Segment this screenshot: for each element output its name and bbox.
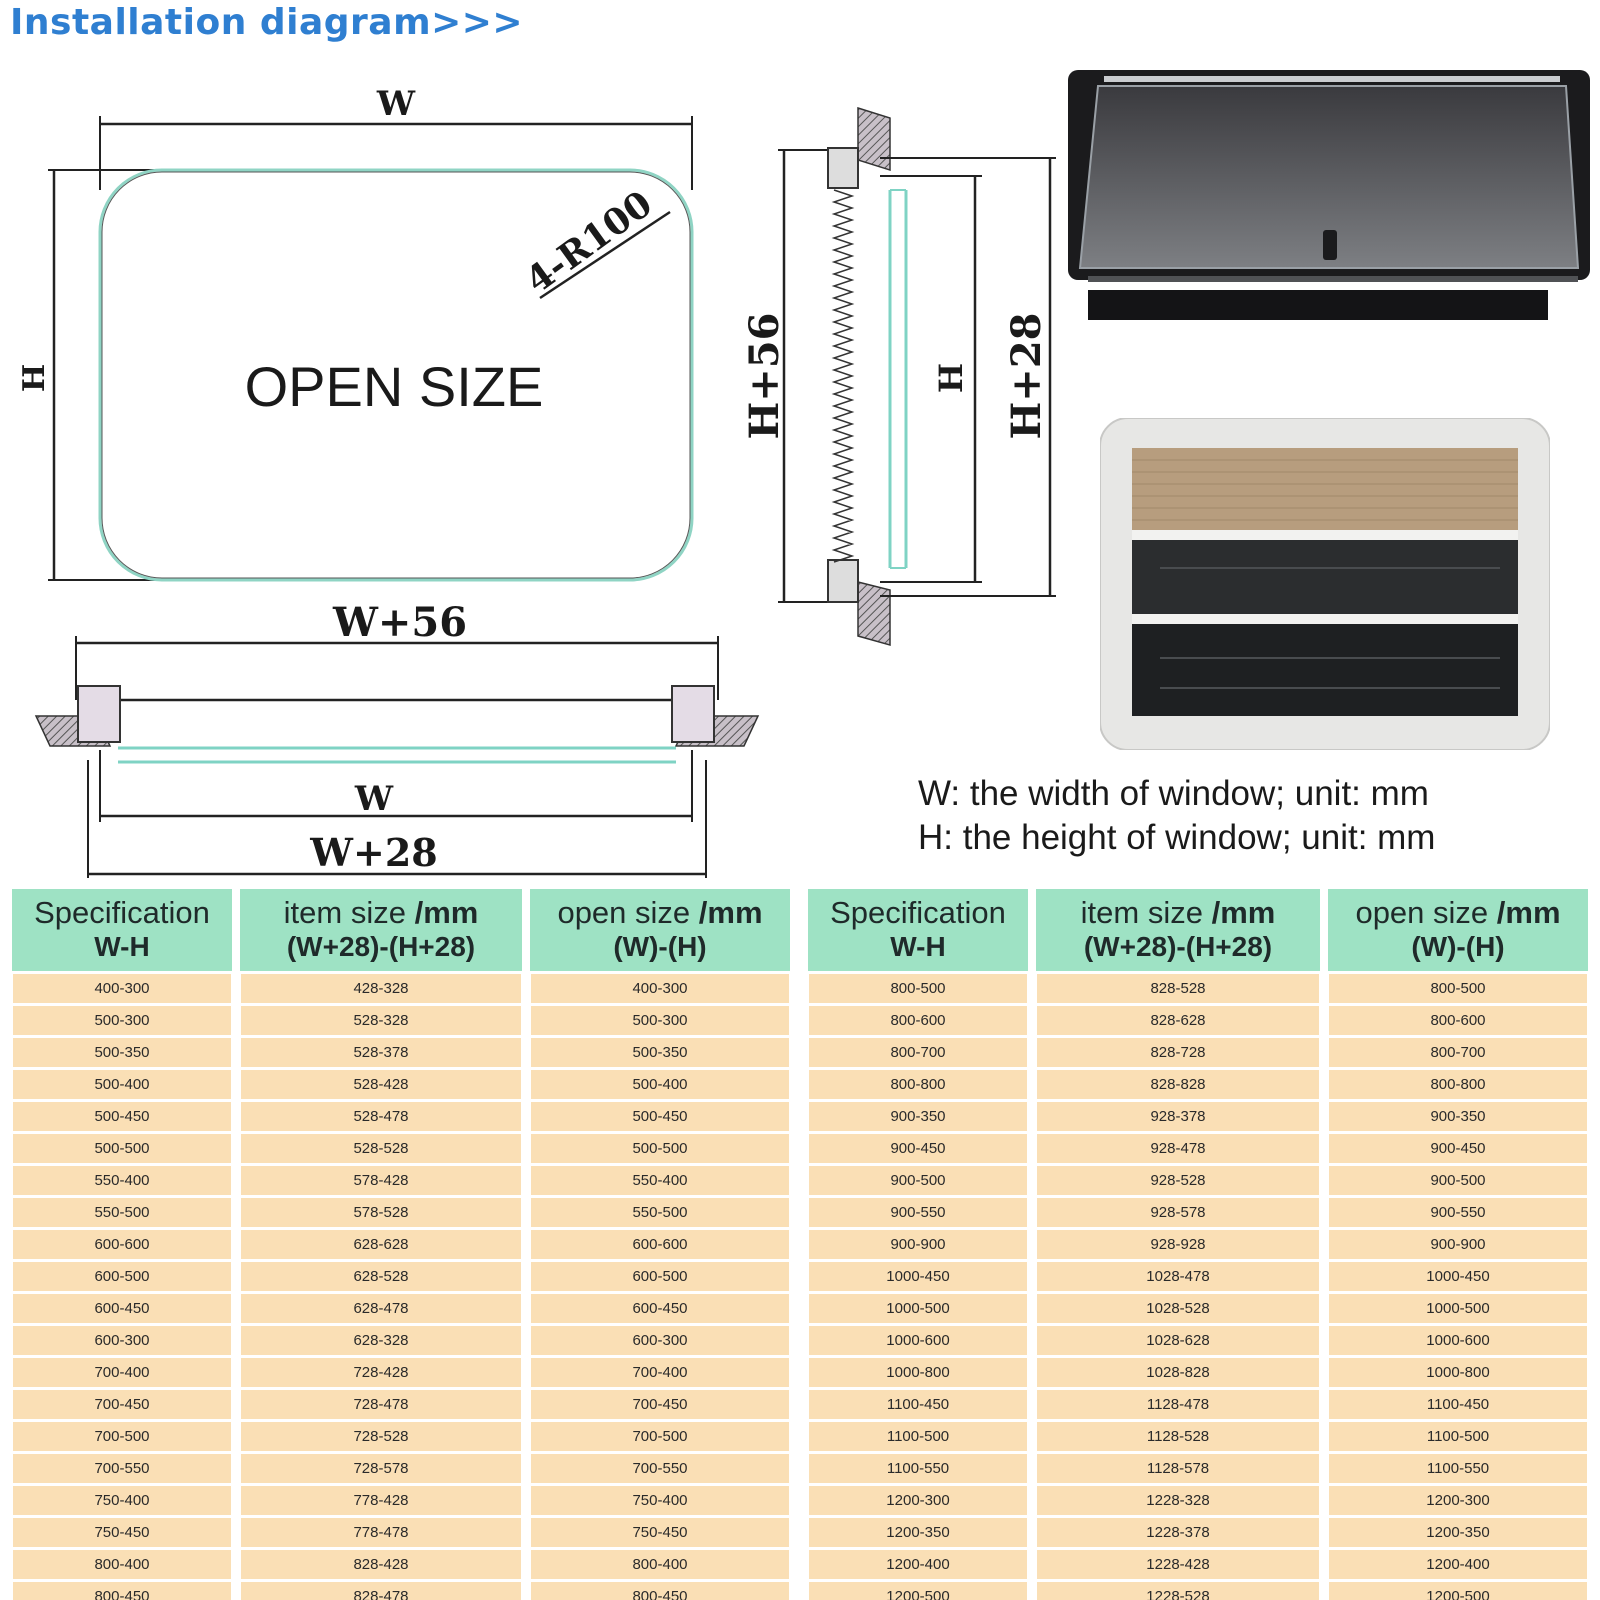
table-row: [804, 1294, 1592, 1323]
open-size-label: OPEN SIZE: [244, 355, 544, 418]
item-size-cell: 728-578: [236, 1454, 526, 1483]
spec-cell: 500-400: [8, 1070, 236, 1099]
spec-cell: 1200-350: [804, 1518, 1032, 1547]
open-size-cell: 400-300: [526, 974, 794, 1003]
item-size-cell: 1228-428: [1032, 1550, 1324, 1579]
bottom-w-label: W: [354, 779, 394, 819]
open-size-cell: 1000-450: [1324, 1262, 1592, 1291]
open-size-cell: 800-450: [526, 1582, 794, 1600]
spec-cell: 1200-300: [804, 1486, 1032, 1515]
spec-cell: 900-900: [804, 1230, 1032, 1259]
header-specification: Specification W-H: [8, 889, 236, 971]
table-row: [804, 1262, 1592, 1291]
item-size-cell: 778-428: [236, 1486, 526, 1515]
item-size-cell: 1028-478: [1032, 1262, 1324, 1291]
table-row: [804, 1006, 1592, 1035]
header-specification: Specification W-H: [804, 889, 1032, 971]
item-size-cell: 1028-828: [1032, 1358, 1324, 1387]
item-size-cell: 828-728: [1032, 1038, 1324, 1067]
spec-cell: 900-550: [804, 1198, 1032, 1227]
item-size-cell: 528-528: [236, 1134, 526, 1163]
open-size-cell: 1200-500: [1324, 1582, 1592, 1600]
table-row: [804, 1550, 1592, 1579]
w28-label: W+28: [310, 830, 438, 875]
spec-cell: 1000-600: [804, 1326, 1032, 1355]
table-row: [804, 1390, 1592, 1419]
front-h-label: H: [17, 363, 52, 393]
spec-cell: 1100-450: [804, 1390, 1032, 1419]
open-size-cell: 800-700: [1324, 1038, 1592, 1067]
spec-cell: 700-400: [8, 1358, 236, 1387]
open-size-cell: 700-400: [526, 1358, 794, 1387]
open-size-cell: 500-300: [526, 1006, 794, 1035]
open-size-cell: 600-300: [526, 1326, 794, 1355]
item-size-cell: 928-528: [1032, 1166, 1324, 1195]
table-row: [804, 1454, 1592, 1483]
open-size-cell: 900-450: [1324, 1134, 1592, 1163]
table-row: [8, 1166, 794, 1195]
table-row: [8, 1454, 794, 1483]
spec-cell: 600-600: [8, 1230, 236, 1259]
item-size-cell: 528-428: [236, 1070, 526, 1099]
spec-cell: 1100-550: [804, 1454, 1032, 1483]
item-size-cell: 528-378: [236, 1038, 526, 1067]
table-row: [8, 1198, 794, 1227]
spec-cell: 800-450: [8, 1582, 236, 1600]
open-size-cell: 500-500: [526, 1134, 794, 1163]
open-size-cell: 1000-800: [1324, 1358, 1592, 1387]
table-row: [804, 1198, 1592, 1227]
dimension-legend: [918, 772, 1435, 860]
table-row: [804, 1358, 1592, 1387]
open-size-cell: 700-550: [526, 1454, 794, 1483]
table-row: [8, 1134, 794, 1163]
open-size-cell: 1200-300: [1324, 1486, 1592, 1515]
open-size-cell: 550-400: [526, 1166, 794, 1195]
table-row: [8, 1102, 794, 1131]
spec-table-left: [8, 886, 794, 1600]
item-size-cell: 1128-478: [1032, 1390, 1324, 1419]
table-row: [8, 1326, 794, 1355]
spec-cell: 500-450: [8, 1102, 236, 1131]
item-size-cell: 828-628: [1032, 1006, 1324, 1035]
item-size-cell: 928-378: [1032, 1102, 1324, 1131]
open-size-cell: 900-350: [1324, 1102, 1592, 1131]
legend-height-line: H: the height of window; unit: mm: [918, 818, 1436, 857]
spec-cell: 550-500: [8, 1198, 236, 1227]
open-size-cell: 500-350: [526, 1038, 794, 1067]
item-size-cell: 578-528: [236, 1198, 526, 1227]
item-size-cell: 828-828: [1032, 1070, 1324, 1099]
spec-cell: 800-700: [804, 1038, 1032, 1067]
spec-table-right: [804, 886, 1592, 1600]
open-size-cell: 700-450: [526, 1390, 794, 1419]
spec-cell: 800-400: [8, 1550, 236, 1579]
table-row: [804, 1102, 1592, 1131]
spec-cell: 700-550: [8, 1454, 236, 1483]
item-size-cell: 528-478: [236, 1102, 526, 1131]
open-size-cell: 900-900: [1324, 1230, 1592, 1259]
open-size-cell: 900-500: [1324, 1166, 1592, 1195]
w56-label: W+56: [332, 599, 468, 646]
item-size-cell: 628-628: [236, 1230, 526, 1259]
open-size-cell: 800-600: [1324, 1006, 1592, 1035]
open-size-cell: 800-800: [1324, 1070, 1592, 1099]
item-size-cell: 928-478: [1032, 1134, 1324, 1163]
h56-label: H+56: [741, 312, 788, 440]
spec-cell: 900-500: [804, 1166, 1032, 1195]
open-size-cell: 750-400: [526, 1486, 794, 1515]
item-size-cell: 428-328: [236, 974, 526, 1003]
spec-cell: 1200-500: [804, 1582, 1032, 1600]
item-size-cell: 628-528: [236, 1262, 526, 1291]
spec-cell: 400-300: [8, 974, 236, 1003]
spec-cell: 600-300: [8, 1326, 236, 1355]
open-size-cell: 1200-350: [1324, 1518, 1592, 1547]
table-row: [8, 1358, 794, 1387]
spec-cell: 800-600: [804, 1006, 1032, 1035]
spec-cell: 800-500: [804, 974, 1032, 1003]
spec-cell: 1000-800: [804, 1358, 1032, 1387]
open-size-cell: 800-400: [526, 1550, 794, 1579]
item-size-cell: 828-478: [236, 1582, 526, 1600]
spec-cell: 500-350: [8, 1038, 236, 1067]
table-row: [8, 1422, 794, 1451]
item-size-cell: 1228-328: [1032, 1486, 1324, 1515]
spec-cell: 500-300: [8, 1006, 236, 1035]
table-row: [804, 974, 1592, 1003]
spec-cell: 1200-400: [804, 1550, 1032, 1579]
spec-cell: 900-450: [804, 1134, 1032, 1163]
header-open-size: open size /mm (W)-(H): [526, 889, 794, 971]
open-size-cell: 600-450: [526, 1294, 794, 1323]
table-row: [8, 1550, 794, 1579]
item-size-cell: 1028-528: [1032, 1294, 1324, 1323]
item-size-cell: 1228-378: [1032, 1518, 1324, 1547]
spec-cell: 1000-500: [804, 1294, 1032, 1323]
table-row: [804, 1422, 1592, 1451]
open-size-cell: 1200-400: [1324, 1550, 1592, 1579]
item-size-cell: 528-328: [236, 1006, 526, 1035]
spec-cell: 550-400: [8, 1166, 236, 1195]
table-row: [804, 1486, 1592, 1515]
open-size-cell: 500-400: [526, 1070, 794, 1099]
open-size-cell: 1100-500: [1324, 1422, 1592, 1451]
table-row: [8, 1230, 794, 1259]
open-size-cell: 800-500: [1324, 974, 1592, 1003]
item-size-cell: 728-528: [236, 1422, 526, 1451]
spec-cell: 500-500: [8, 1134, 236, 1163]
item-size-cell: 928-928: [1032, 1230, 1324, 1259]
spec-cell: 1100-500: [804, 1422, 1032, 1451]
open-size-cell: 600-500: [526, 1262, 794, 1291]
open-size-cell: 1000-500: [1324, 1294, 1592, 1323]
header-item-size: item size /mm (W+28)-(H+28): [236, 889, 526, 971]
table-row: [804, 1038, 1592, 1067]
open-size-cell: 600-600: [526, 1230, 794, 1259]
item-size-cell: 1128-528: [1032, 1422, 1324, 1451]
front-view: [17, 84, 692, 580]
product-photo-white-window: [1100, 418, 1550, 750]
table-row: [8, 1294, 794, 1323]
header-open-size: open size /mm (W)-(H): [1324, 889, 1592, 971]
side-h-label: H: [932, 362, 970, 394]
open-size-cell: 900-550: [1324, 1198, 1592, 1227]
spec-cell: 1000-450: [804, 1262, 1032, 1291]
item-size-cell: 828-528: [1032, 974, 1324, 1003]
spec-cell: 700-500: [8, 1422, 236, 1451]
h28-label: H+28: [1003, 312, 1050, 440]
table-row: [8, 1038, 794, 1067]
spec-cell: 700-450: [8, 1390, 236, 1419]
spec-cell: 900-350: [804, 1102, 1032, 1131]
open-size-cell: 700-500: [526, 1422, 794, 1451]
item-size-cell: 1128-578: [1032, 1454, 1324, 1483]
item-size-cell: 1028-628: [1032, 1326, 1324, 1355]
item-size-cell: 628-328: [236, 1326, 526, 1355]
header-item-size: item size /mm (W+28)-(H+28): [1032, 889, 1324, 971]
table-row: [804, 1582, 1592, 1600]
front-w-label: W: [376, 84, 416, 124]
item-size-cell: 578-428: [236, 1166, 526, 1195]
side-section-view: [741, 108, 1056, 645]
page-title: Installation diagram>>>: [10, 2, 524, 43]
table-row: [8, 1262, 794, 1291]
table-row: [804, 1166, 1592, 1195]
item-size-cell: 728-478: [236, 1390, 526, 1419]
product-photo-black-window: [1068, 50, 1590, 325]
spec-cell: 600-500: [8, 1262, 236, 1291]
item-size-cell: 778-478: [236, 1518, 526, 1547]
radius-label: 4-R100: [517, 182, 660, 302]
item-size-cell: 928-578: [1032, 1198, 1324, 1227]
open-size-cell: 1000-600: [1324, 1326, 1592, 1355]
spec-cell: 750-400: [8, 1486, 236, 1515]
item-size-cell: 728-428: [236, 1358, 526, 1387]
legend-width-line: W: the width of window; unit: mm: [918, 774, 1429, 813]
table-row: [804, 1518, 1592, 1547]
item-size-cell: 1228-528: [1032, 1582, 1324, 1600]
table-row: [8, 1070, 794, 1099]
table-row: [8, 974, 794, 1003]
table-row: [8, 1518, 794, 1547]
open-size-cell: 750-450: [526, 1518, 794, 1547]
table-row: [8, 1582, 794, 1600]
item-size-cell: 828-428: [236, 1550, 526, 1579]
open-size-cell: 500-450: [526, 1102, 794, 1131]
open-size-cell: 1100-450: [1324, 1390, 1592, 1419]
table-row: [804, 1070, 1592, 1099]
table-row: [8, 1006, 794, 1035]
table-row: [804, 1230, 1592, 1259]
spec-cell: 750-450: [8, 1518, 236, 1547]
spec-table-header-row: [804, 889, 1592, 971]
spec-cell: 600-450: [8, 1294, 236, 1323]
spec-cell: 800-800: [804, 1070, 1032, 1099]
table-row: [8, 1390, 794, 1419]
item-size-cell: 628-478: [236, 1294, 526, 1323]
table-row: [8, 1486, 794, 1515]
table-row: [804, 1134, 1592, 1163]
spec-table-header-row: [8, 889, 794, 971]
table-row: [804, 1326, 1592, 1355]
open-size-cell: 1100-550: [1324, 1454, 1592, 1483]
bottom-section-view: [36, 599, 758, 878]
open-size-cell: 550-500: [526, 1198, 794, 1227]
